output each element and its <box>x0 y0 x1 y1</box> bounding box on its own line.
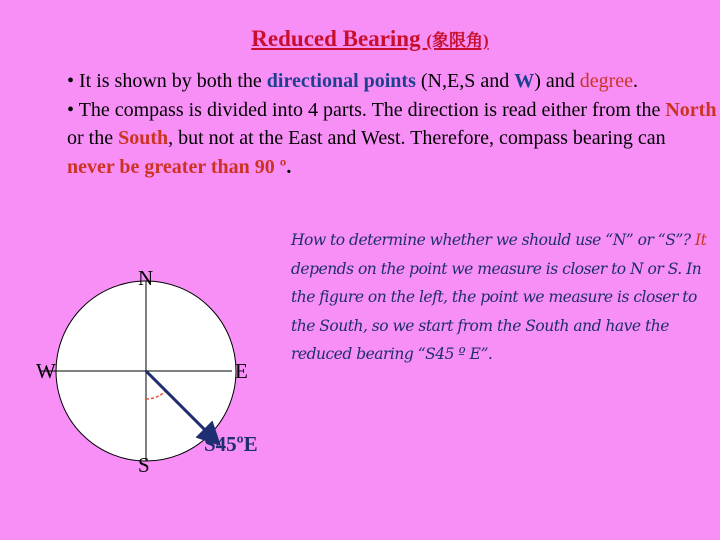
page-title <box>0 26 720 52</box>
bearing-label: S45ºE <box>204 432 258 456</box>
directional-points-highlight: directional points <box>266 70 416 92</box>
compass-label-north: N <box>138 266 154 290</box>
west-highlight: W <box>514 70 535 92</box>
bullet-1 <box>67 67 717 96</box>
explanation-note <box>291 226 709 369</box>
bullet-1-end: ) and <box>534 70 580 92</box>
note-it-highlight: It <box>695 231 707 249</box>
degree-highlight: degree <box>579 70 634 92</box>
bullet-2-rest: , but not at the East and West. Therefore, compass bearing can <box>168 127 666 149</box>
north-highlight: North <box>665 98 717 121</box>
bullet-2 <box>67 96 717 182</box>
bullet-1-text: • It is shown by both the <box>67 70 267 92</box>
bullet-list <box>67 67 717 181</box>
note-text-2: depends on the point we measure is closer to N or S. In the figure on the left, the point we measure is closer to the South, so we start from the South and have the reduced bearing “S45 º E”. <box>291 259 702 363</box>
bullet-1-period: . <box>633 70 639 92</box>
compass-label-south: S <box>138 453 150 477</box>
bullet-2-or: or the <box>67 127 119 149</box>
title-cjk: (象限角) <box>426 31 489 50</box>
title-main: Reduced Bearing <box>251 26 427 51</box>
compass-diagram <box>0 266 300 490</box>
bullet-1-mid: (N,E,S and <box>415 70 515 92</box>
never-greater-highlight: never be greater than 90 º <box>67 155 287 178</box>
bullet-2-text: • The compass is divided into 4 parts. The direction is read either from the <box>67 98 666 121</box>
south-highlight: South <box>118 127 169 149</box>
compass-label-west: W <box>36 359 56 383</box>
bullet-2-period: . <box>286 155 292 178</box>
compass-label-east: E <box>235 359 248 383</box>
note-text-1: How to determine whether we should use “N” or “S”? <box>291 231 695 249</box>
